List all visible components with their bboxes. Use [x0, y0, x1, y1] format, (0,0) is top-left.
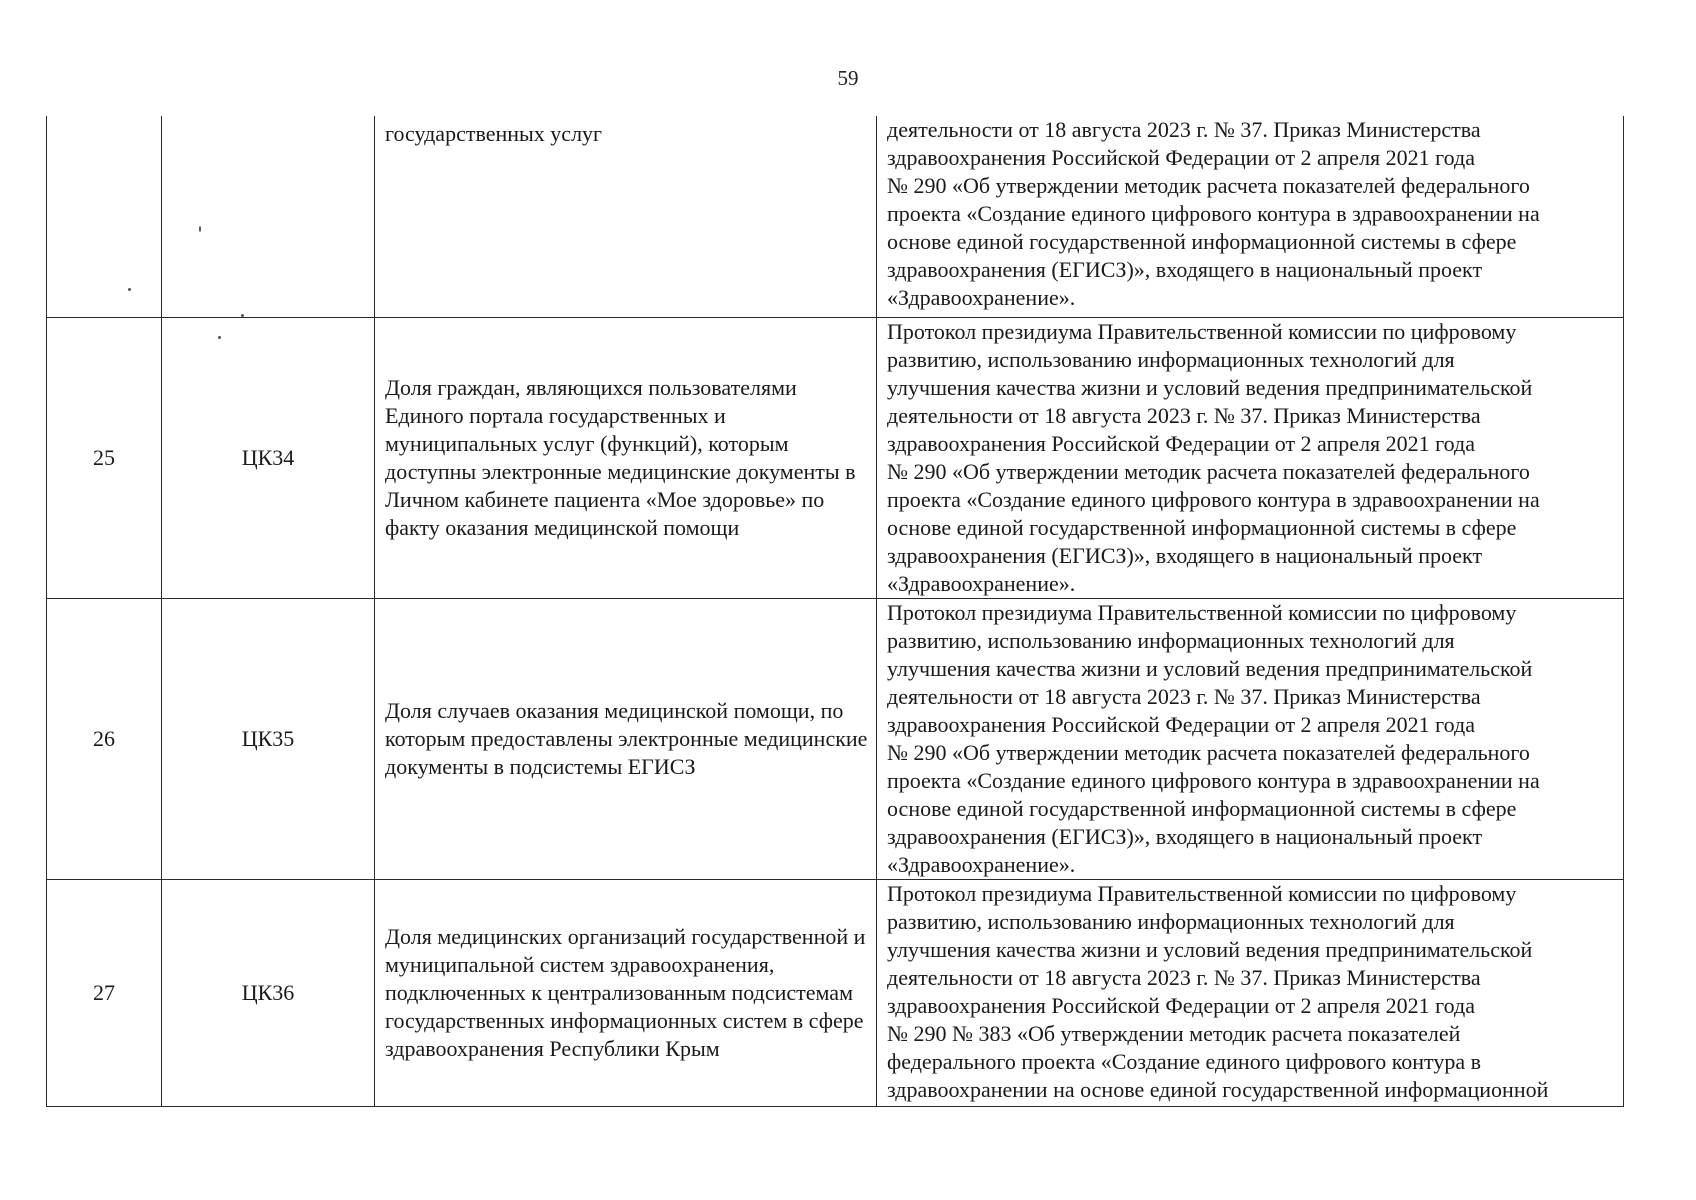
legal-basis-text: Протокол президиума Правительственной комиссии по цифровому развитию, использованию информационных технологий для улучшения качества жизни и условий ведения предпринимательской деятельности от 18 августа 2023 г. № 37. Приказ Министерства здравоохранения Российской Федерации от 2 апреля 2021 года № 290 № 383 «Об утверждении методик расчета показателей федерального проекта «Создание единого цифрового контура в здравоохранении на основе единой государственной информационной [887, 881, 1549, 1102]
legal-basis-text: деятельности от 18 августа 2023 г. № 37. Приказ Министерства здравоохранения Российской Федерации от 2 апреля 2021 года № 290 «Об утверждении методик расчета показателей федерального проекта «Создание единого цифрового контура в здравоохранении на основе единой государственной информационной системы в сфере здравоохранения (ЕГИСЗ)», входящего в национальный проект «Здравоохранение». [887, 117, 1540, 310]
scan-speck [241, 314, 244, 317]
row-number-cell: 27 [47, 880, 162, 1107]
legal-basis-cell [877, 318, 1624, 599]
legal-basis-text: Протокол президиума Правительственной комиссии по цифровому развитию, использованию информационных технологий для улучшения качества жизни и условий ведения предпринимательской деятельности от 18 августа 2023 г. № 37. Приказ Министерства здравоохранения Российской Федерации от 2 апреля 2021 года № 290 «Об утверждении методик расчета показателей федерального проекта «Создание единого цифрового контура в здравоохранении на основе единой государственной информационной системы в сфере здравоохранения (ЕГИСЗ)», входящего в национальный проект «Здравоохранение». [887, 319, 1540, 596]
legal-basis-cell [877, 599, 1624, 880]
indicator-name-cell: государственных услуг [375, 116, 877, 318]
table-row [47, 599, 1624, 880]
indicator-name-cell: Доля случаев оказания медицинской помощи, по которым предоставлены электронные медицинские документы в подсистемы ЕГИСЗ [375, 599, 877, 880]
row-number-cell: 26 [47, 599, 162, 880]
indicator-code-cell [162, 116, 375, 318]
indicators-table [46, 116, 1624, 1107]
legal-basis-cell [877, 116, 1624, 318]
scan-speck [218, 336, 221, 339]
indicator-name-cell: Доля медицинских организаций государственной и муниципальной систем здравоохранения, подключенных к централизованным подсистемам государственных информационных систем в сфере здравоохранения Республики Крым [375, 880, 877, 1107]
page-number: 59 [837, 66, 859, 90]
indicator-name-cell: Доля граждан, являющихся пользователями Единого портала государственных и муниципальных услуг (функций), которым доступны электронные медицинские документы в Личном кабинете пациента «Мое здоровье» по факту оказания медицинской помощи [375, 318, 877, 599]
row-number-cell [47, 116, 162, 318]
legal-basis-text: Протокол президиума Правительственной комиссии по цифровому развитию, использованию информационных технологий для улучшения качества жизни и условий ведения предпринимательской деятельности от 18 августа 2023 г. № 37. Приказ Министерства здравоохранения Российской Федерации от 2 апреля 2021 года № 290 «Об утверждении методик расчета показателей федерального проекта «Создание единого цифрового контура в здравоохранении на основе единой государственной информационной системы в сфере здравоохранения (ЕГИСЗ)», входящего в национальный проект «Здравоохранение». [887, 600, 1540, 877]
indicator-code-cell: ЦК36 [162, 880, 375, 1107]
scan-speck [128, 288, 131, 291]
indicator-code-cell: ЦК35 [162, 599, 375, 880]
table-row [47, 318, 1624, 599]
legal-basis-cell [877, 880, 1624, 1107]
row-number-cell: 25 [47, 318, 162, 599]
table-row [47, 116, 1624, 318]
scan-speck [199, 226, 201, 232]
table-row [47, 880, 1624, 1107]
indicator-code-cell: ЦК34 [162, 318, 375, 599]
